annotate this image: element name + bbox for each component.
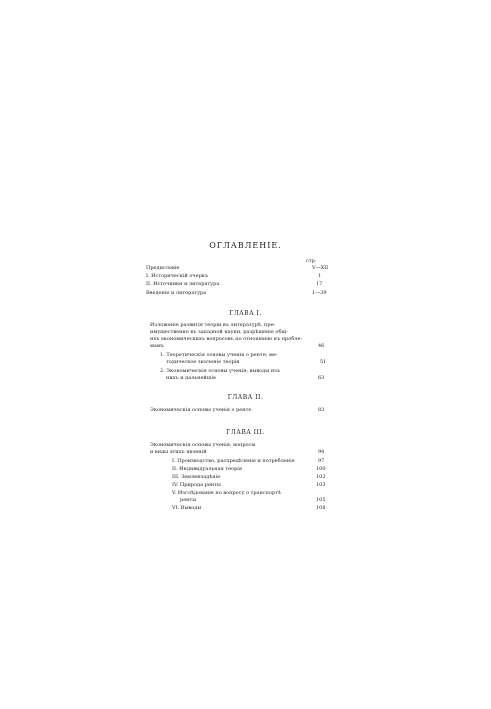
toc-entry-page: 103 [316,482,326,488]
toc-entry-page: 1—39 [312,290,327,296]
toc-entry-text: II. Источники и литература [146,281,220,287]
text-line: 1. Теоретическія основы ученія о ренте; ме- [160,352,278,358]
page-column-label: стр. [306,258,317,264]
toc-entry-page: 100 [316,466,326,472]
chapter-2-title: ГЛАВА II. [227,394,264,401]
text-line: мамъ [150,343,164,349]
toc-entry-page: 46 [318,343,325,349]
toc-entry-text: III. Землевладѣніе [172,474,221,480]
toc-entry-text: Экономическія основы ученія о ренте [150,407,252,413]
toc-entry-text: I. Производство, распредѣленіе и потребленіе [172,458,295,464]
text-line: нихъ и дальнейшіе [166,375,216,381]
chapter-1-title: ГЛАВА I. [229,310,262,317]
toc-entry-page: 105 [316,497,326,503]
chapter-3-title: ГЛАВА III. [226,429,265,436]
toc-entry-page: 102 [316,474,326,480]
toc-entry-page: 1 [318,273,322,279]
toc-entry-page: 63 [318,375,325,381]
text-line: имущественно въ западной науки, разрѣшеніе общ- [150,329,288,335]
toc-entry-text: VI. Выводы [172,505,202,511]
chapter-1-intro [150,322,302,350]
toc-entry-page: 94 [318,449,325,455]
chapter-1-item [160,352,278,366]
toc-entry-text: Предисловіе [146,265,180,271]
toc-entry-text: I. Историческій очеркъ [146,273,209,279]
chapter-1-item [160,368,280,382]
toc-entry-text: Введеніе и литература [146,290,207,296]
toc-entry-page: V—XII [312,265,329,271]
text-line: V. Изслѣдованіе по вопросу о транспортѣ [172,490,281,496]
toc-entry-page: 108 [316,505,326,511]
chapter-3-item [172,490,281,504]
toc-entry-page: 17 [316,281,323,287]
page-title: ОГЛАВЛЕНІЕ. [209,241,282,250]
text-line: тодическое значеніе теоріи [166,359,240,365]
toc-entry-page: 83 [318,407,325,413]
text-line: ихъ экономическихъ вопросовъ по отношенію къ пробле- [150,336,303,342]
toc-entry-page: 97 [318,458,325,464]
toc-entry-page: 51 [320,359,327,365]
text-line: Экономическія основы ученія; вопросы [150,442,256,448]
text-line: Изложеніе развитія теоріи въ литературѣ, пре- [150,322,276,328]
text-line: 2. Экономическія основы ученія; выводы изъ [160,368,281,374]
toc-entry-text: II. Индивидуальная теорія [172,466,243,472]
toc-entry-text: IV. Природа ренты [172,482,221,488]
text-line: и виды этихъ явленій [150,449,207,455]
chapter-3-intro [150,442,255,456]
text-line: ренты [180,497,197,503]
